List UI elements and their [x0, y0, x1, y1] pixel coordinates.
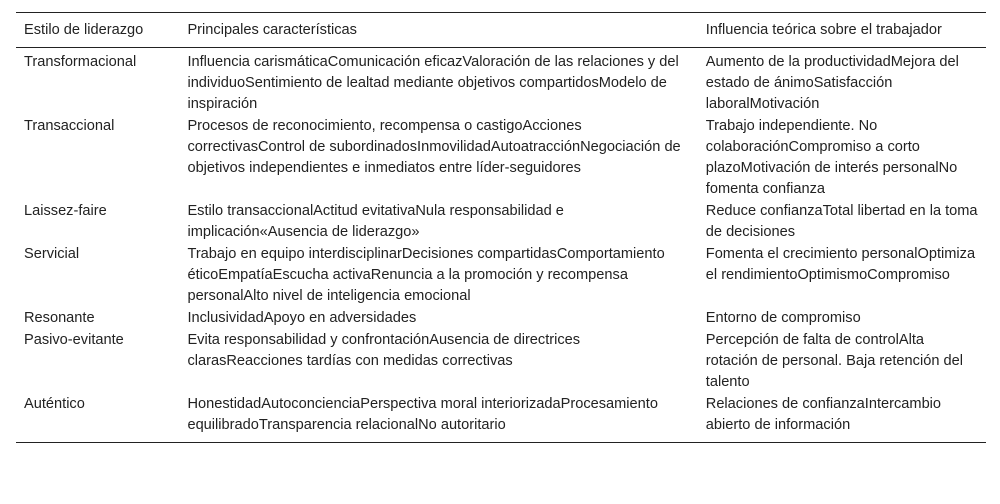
header-influence: Influencia teórica sobre el trabajador — [698, 13, 986, 48]
cell-style: Transformacional — [24, 54, 137, 70]
header-characteristics: Principales características — [179, 13, 697, 48]
cell-style: Servicial — [24, 246, 80, 262]
cell-style: Pasivo-evitante — [24, 332, 124, 348]
cell-influence: Trabajo independiente. No colaboraciónCompromiso a corto plazoMotivación de interés personalNo fomenta confianza — [705, 118, 958, 197]
cell-style: Resonante — [24, 310, 95, 326]
cell-characteristics: Influencia carismáticaComunicación eficazValoración de las relaciones y del individuoSentimiento de lealtad mediante objetivos compartidosModelo de inspiración — [187, 54, 679, 112]
table-row — [16, 330, 986, 394]
cell-characteristics: Estilo transaccionalActitud evitativaNula responsabilidad e implicación«Ausencia de liderazgo» — [187, 203, 564, 240]
table-row — [16, 201, 986, 244]
cell-influence: Reduce confianzaTotal libertad en la toma de decisiones — [705, 203, 978, 240]
table-row — [16, 394, 986, 443]
cell-influence: Entorno de compromiso — [705, 310, 861, 326]
table-body — [16, 48, 986, 443]
table-row — [16, 116, 986, 201]
cell-characteristics: InclusividadApoyo en adversidades — [187, 310, 417, 326]
cell-style: Auténtico — [16, 394, 179, 443]
cell-style: Laissez-faire — [24, 203, 107, 219]
table-header — [16, 13, 986, 48]
table-row — [16, 308, 986, 330]
header-row — [16, 13, 986, 48]
header-style: Estilo de liderazgo — [16, 13, 179, 48]
cell-influence: Percepción de falta de controlAlta rotación de personal. Baja retención del talento — [705, 332, 963, 390]
cell-characteristics: Evita responsabilidad y confrontaciónAusencia de directrices clarasReacciones tardías con medidas correctivas — [187, 332, 581, 369]
cell-influence: Relaciones de confianzaIntercambio abierto de información — [698, 394, 986, 443]
table-row — [16, 48, 986, 117]
cell-characteristics: Trabajo en equipo interdisciplinarDecisiones compartidasComportamiento éticoEmpatíaEscucha activaRenuncia a la promoción y recompensa personalAlto nivel de inteligencia emocional — [187, 246, 665, 304]
cell-characteristics: Procesos de reconocimiento, recompensa o castigoAcciones correctivasControl de subordinadosInmovilidadAutoatracciónNegociación de objetivos independientes e inmediatos entre líder-seguidores — [187, 118, 681, 176]
cell-style: Transaccional — [24, 118, 115, 134]
cell-characteristics: HonestidadAutoconcienciaPerspectiva moral interiorizadaProcesamiento equilibradoTransparencia relacionalNo autoritario — [179, 394, 697, 443]
table-row — [16, 244, 986, 308]
cell-influence: Aumento de la productividadMejora del estado de ánimoSatisfacción laboralMotivación — [705, 54, 959, 112]
leadership-styles-table — [16, 12, 986, 443]
cell-influence: Fomenta el crecimiento personalOptimiza el rendimientoOptimismoCompromiso — [705, 246, 976, 283]
